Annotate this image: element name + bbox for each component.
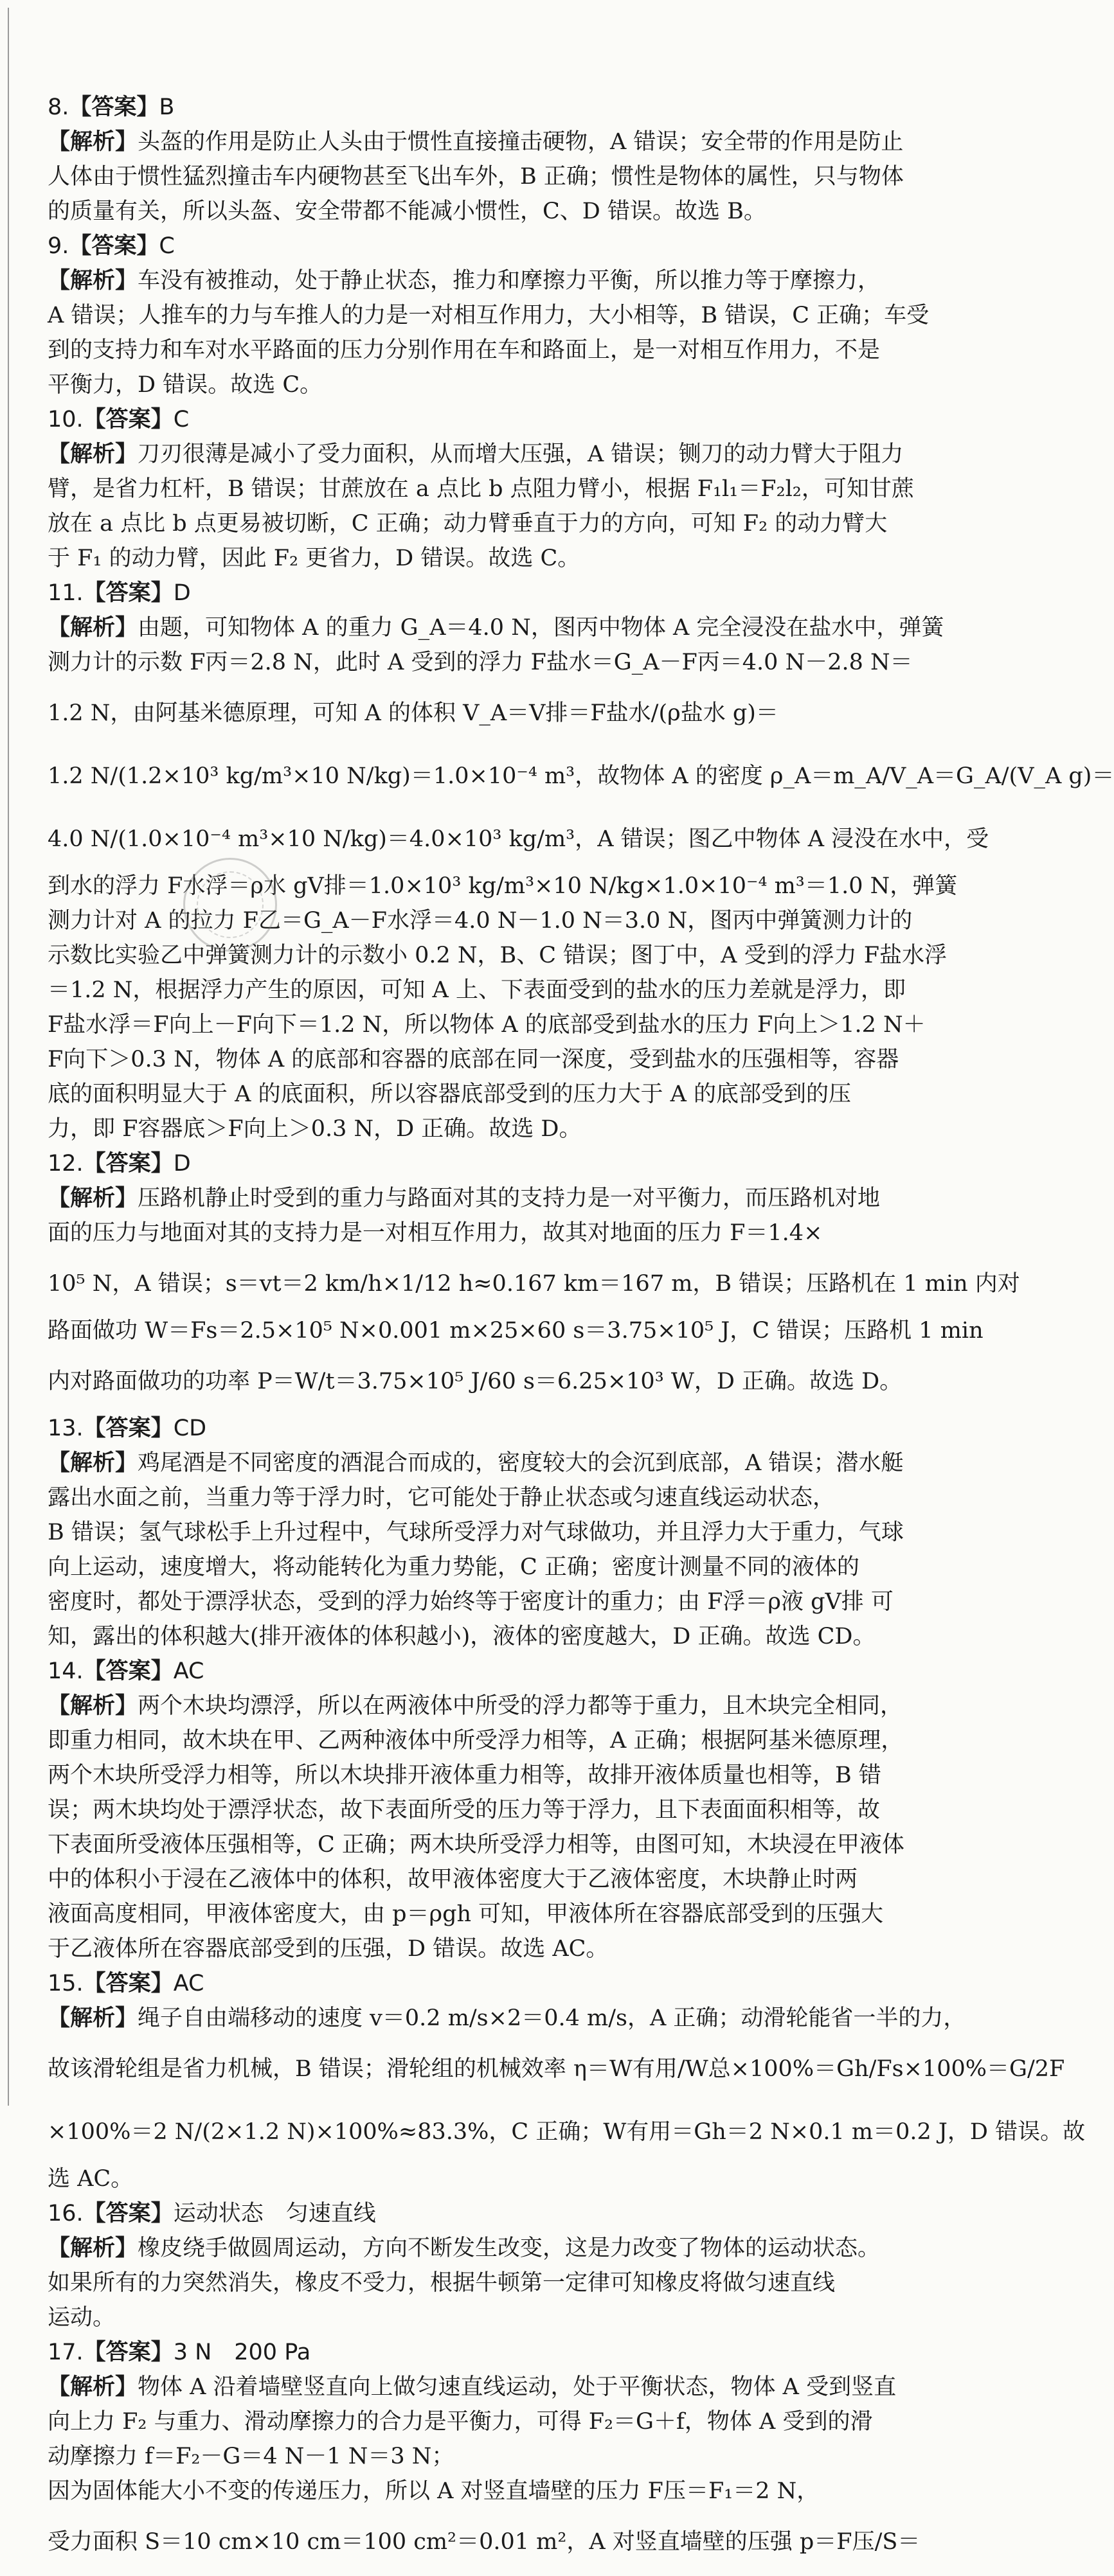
analysis-line: 内对路面做功的功率 P＝W/t＝3.75×10⁵ J/60 s＝6.25×10³ W，D 正确。故选 D。 <box>48 1369 903 1394</box>
analysis-line: 放在 a 点比 b 点更易被切断，C 正确；动力臂垂直于力的方向，可知 F₂ 的动力臂大 <box>48 511 888 537</box>
analysis-line: 1.2 N，由阿基米德原理，可知 A 的体积 V_A＝V排＝F盐水/(ρ盐水 g)＝ <box>48 700 778 726</box>
analysis-line: B 错误；氢气球松手上升过程中，气球所受浮力对气球做功，并且浮力大于重力，气球 <box>48 1520 904 1545</box>
analysis-line: 如果所有的力突然消失，橡皮不受力，根据牛顿第一定律可知橡皮将做匀速直线 <box>48 2270 836 2296</box>
analysis-line: 面的压力与地面对其的支持力是一对相互作用力，故其对地面的压力 F＝1.4× <box>48 1220 823 1246</box>
question-10 <box>48 407 928 571</box>
answer-line-10: 10.【答案】C <box>48 407 190 432</box>
answer-line-8: 8.【答案】B <box>48 94 175 120</box>
analysis-line: 平衡力，D 错误。故选 C。 <box>48 372 323 398</box>
answer-line-17: 17.【答案】3 N 200 Pa <box>48 2340 311 2365</box>
analysis-line: 因为固体能大小不变的传递压力，所以 A 对竖直墙壁的压力 F压＝F₁＝2 N， <box>48 2478 820 2504</box>
answer-value-15: AC <box>173 1971 204 1996</box>
analysis-line: 密度时，都处于漂浮状态，受到的浮力始终等于密度计的重力；由 F浮＝ρ液 gV排 可 <box>48 1589 894 1615</box>
analysis-line: 到的支持力和车对水平路面的压力分别作用在车和路面上，是一对相互作用力，不是 <box>48 337 881 363</box>
analysis-line: 测力计对 A 的拉力 F乙＝G_A－F水浮＝4.0 N－1.0 N＝3.0 N，图丙中弹簧测力计的 <box>48 908 913 934</box>
analysis-14 <box>48 1693 928 1962</box>
analysis-line: 人体由于惯性猛烈撞击车内硬物甚至飞出车外，B 正确；惯性是物体的属性，只与物体 <box>48 164 904 190</box>
answer-line-12: 12.【答案】D <box>48 1151 191 1177</box>
answer-line-9: 9.【答案】C <box>48 233 175 259</box>
analysis-line: 运动。 <box>48 2305 116 2331</box>
analysis-line: 动摩擦力 f＝F₂－G＝4 N－1 N＝3 N； <box>48 2444 454 2469</box>
question-12 <box>48 1151 1020 1410</box>
analysis-line: 下表面所受液体压强相等，C 正确；两木块所受浮力相等，由图可知，木块浸在甲液体 <box>48 1832 904 1858</box>
analysis-line: 受力面积 S＝10 cm×10 cm＝100 cm²＝0.01 m²，A 对竖直墙壁的压强 p＝F压/S＝ <box>48 2529 921 2555</box>
answer-line-16: 16.【答案】运动状态 匀速直线 <box>48 2201 376 2226</box>
analysis-line: 选 AC。 <box>48 2166 134 2192</box>
analysis-line: 【解析】压路机静止时受到的重力与路面对其的支持力是一对平衡力，而压路机对地 <box>48 1185 881 1211</box>
question-13 <box>48 1416 928 1649</box>
analysis-16 <box>48 2235 928 2331</box>
analysis-line: 露出水面之前，当重力等于浮力时，它可能处于静止状态或匀速直线运动状态， <box>48 1485 836 1511</box>
answer-value-9: C <box>159 233 175 259</box>
answer-value-16: 运动状态 匀速直线 <box>173 2201 376 2226</box>
analysis-13 <box>48 1450 928 1649</box>
analysis-line: 【解析】物体 A 沿着墙壁竖直向上做匀速直线运动，处于平衡状态，物体 A 受到竖直 <box>48 2374 897 2400</box>
analysis-line: 【解析】两个木块均漂浮，所以在两液体中所受的浮力都等于重力，且木块完全相同， <box>48 1692 903 1719</box>
analysis-line: 【解析】橡皮绕手做圆周运动，方向不断发生改变，这是力改变了物体的运动状态。 <box>48 2235 881 2261</box>
answer-value-12: D <box>173 1151 191 1177</box>
analysis-line: 路面做功 W＝Fs＝2.5×10⁵ N×0.001 m×25×60 s＝3.75×10⁵ J，C 错误；压路机 1 min <box>48 1318 984 1344</box>
analysis-line: 液面高度相同，甲液体密度大，由 p＝ρgh 可知，甲液体所在容器底部受到的压强大 <box>48 1901 884 1927</box>
analysis-line: 向上力 F₂ 与重力、滑动摩擦力的合力是平衡力，可得 F₂＝G＋f，物体 A 受到的滑 <box>48 2409 873 2435</box>
analysis-line: 10⁵ N，A 错误；s＝vt＝2 km/h×1/12 h≈0.167 km＝167 m，B 错误；压路机在 1 min 内对 <box>48 1271 1020 1297</box>
analysis-line: 【解析】鸡尾酒是不同密度的酒混合而成的，密度较大的会沉到底部，A 错误；潜水艇 <box>48 1450 904 1476</box>
analysis-9 <box>48 268 928 398</box>
analysis-line: 误；两木块均处于漂浮状态，故下表面所受的压力等于浮力，且下表面面积相等，故 <box>48 1797 881 1823</box>
analysis-line: 【解析】头盔的作用是防止人头由于惯性直接撞击硬物，A 错误；安全带的作用是防止 <box>48 129 904 155</box>
analysis-line: 1.2 N/(1.2×10³ kg/m³×10 N/kg)＝1.0×10⁻⁴ m³，故物体 A 的密度 ρ_A＝m_A/V_A＝G_A/(V_A g)＝ <box>48 763 1114 789</box>
question-9 <box>48 233 928 398</box>
question-8 <box>48 94 928 224</box>
answer-value-8: B <box>159 94 175 120</box>
analysis-line: 于乙液体所在容器底部受到的压强，D 错误。故选 AC。 <box>48 1936 609 1962</box>
question-14 <box>48 1658 928 1962</box>
analysis-10 <box>48 441 928 571</box>
analysis-line: 向上运动，速度增大，将动能转化为重力势能，C 正确；密度计测量不同的液体的 <box>48 1554 859 1580</box>
answer-value-17: 3 N 200 Pa <box>173 2340 311 2365</box>
analysis-line: 【解析】刀刃很薄是减小了受力面积，从而增大压强，A 错误；铡刀的动力臂大于阻力 <box>48 441 904 467</box>
answer-value-14: AC <box>173 1658 204 1684</box>
question-17 <box>48 2340 928 2571</box>
question-15 <box>48 1971 1086 2192</box>
analysis-line: ×100%＝2 N/(2×1.2 N)×100%≈83.3%，C 正确；W有用＝Gh＝2 N×0.1 m＝0.2 J，D 错误。故 <box>48 2119 1086 2145</box>
analysis-15 <box>48 2005 1086 2192</box>
question-16 <box>48 2201 928 2331</box>
analysis-line: 故该滑轮组是省力机械，B 错误；滑轮组的机械效率 η＝W有用/W总×100%＝Gh/Fs×100%＝G/2F <box>48 2056 1065 2082</box>
answer-value-11: D <box>173 580 191 606</box>
answer-line-15: 15.【答案】AC <box>48 1971 204 1996</box>
analysis-11 <box>48 614 1114 1142</box>
analysis-line: 【解析】车没有被推动，处于静止状态，推力和摩擦力平衡，所以推力等于摩擦力， <box>48 267 881 294</box>
analysis-line: 到水的浮力 F水浮＝ρ水 gV排＝1.0×10³ kg/m³×10 N/kg×1.0×10⁻⁴ m³＝1.0 N，弹簧 <box>48 873 958 899</box>
analysis-line: A 错误；人推车的力与车推人的力是一对相互作用力，大小相等，B 错误，C 正确；车受 <box>48 303 930 328</box>
analysis-line: F向下＞0.3 N，物体 A 的底部和容器的底部在同一深度，受到盐水的压强相等，容器 <box>48 1047 899 1072</box>
analysis-line: 的质量有关，所以头盔、安全带都不能减小惯性，C、D 错误。故选 B。 <box>48 199 766 224</box>
analysis-line: 【解析】由题，可知物体 A 的重力 G_A＝4.0 N，图丙中物体 A 完全浸没在盐水中，弹簧 <box>48 614 944 641</box>
analysis-line: ＝1.2 N，根据浮力产生的原因，可知 A 上、下表面受到的盐水的压力差就是浮力，即 <box>48 977 906 1003</box>
answer-line-11: 11.【答案】D <box>48 580 191 606</box>
analysis-line: 示数比实验乙中弹簧测力计的示数小 0.2 N，B、C 错误；图丁中，A 受到的浮力 F盐水浮 <box>48 943 947 968</box>
answer-line-14: 14.【答案】AC <box>48 1658 204 1684</box>
analysis-line: 力，即 F容器底＞F向上＞0.3 N，D 正确。故选 D。 <box>48 1116 582 1142</box>
analysis-12 <box>48 1185 1020 1410</box>
answer-page <box>8 8 1114 2555</box>
answer-value-13: CD <box>173 1416 207 1441</box>
analysis-line: 【解析】绳子自由端移动的速度 v＝0.2 m/s×2＝0.4 m/s，A 正确；动滑轮能省一半的力， <box>48 2005 966 2031</box>
analysis-line: 臂，是省力杠杆，B 错误；甘蔗放在 a 点比 b 点阻力臂小，根据 F₁l₁＝F₂l₂，可知甘蔗 <box>48 476 914 502</box>
answer-value-10: C <box>173 407 190 432</box>
analysis-line: 两个木块所受浮力相等，所以木块排开液体重力相等，故排开液体质量也相等，B 错 <box>48 1763 881 1788</box>
analysis-line: 即重力相同，故木块在甲、乙两种液体中所受浮力相等，A 正确；根据阿基米德原理， <box>48 1728 904 1754</box>
answer-content <box>48 94 1114 2576</box>
analysis-line: 4.0 N/(1.0×10⁻⁴ m³×10 N/kg)＝4.0×10³ kg/m³，A 错误；图乙中物体 A 浸没在水中，受 <box>48 826 989 852</box>
analysis-line: 测力计的示数 F丙＝2.8 N，此时 A 受到的浮力 F盐水＝G_A－F丙＝4.0 N－2.8 N＝ <box>48 650 913 675</box>
analysis-line: 底的面积明显大于 A 的底面积，所以容器底部受到的压力大于 A 的底部受到的压 <box>48 1081 852 1107</box>
analysis-line: F盐水浮＝F向上－F向下＝1.2 N，所以物体 A 的底部受到盐水的压力 F向上＞1.2 N＋ <box>48 1012 926 1038</box>
answer-line-13: 13.【答案】CD <box>48 1416 207 1441</box>
question-11 <box>48 580 1114 1142</box>
analysis-line: 知，露出的体积越大(排开液体的体积越小)，液体的密度越大，D 正确。故选 CD。 <box>48 1624 876 1649</box>
analysis-8 <box>48 129 928 224</box>
analysis-line: 中的体积小于浸在乙液体中的体积，故甲液体密度大于乙液体密度，木块静止时两 <box>48 1867 858 1892</box>
analysis-line: 于 F₁ 的动力臂，因此 F₂ 更省力，D 错误。故选 C。 <box>48 546 580 571</box>
analysis-17 <box>48 2374 928 2571</box>
